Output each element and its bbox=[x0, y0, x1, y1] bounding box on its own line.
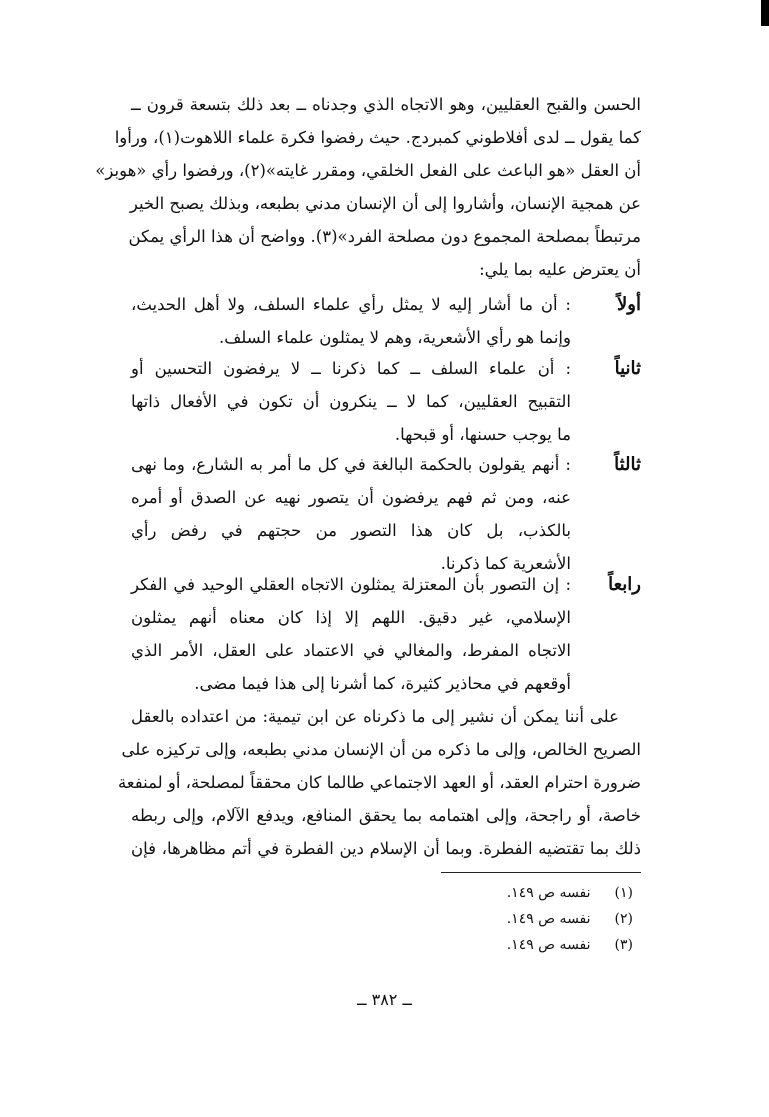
footnote-number: (١) bbox=[614, 885, 633, 901]
footnote bbox=[333, 906, 633, 932]
point-body bbox=[131, 568, 571, 700]
closing-line: خاصة، أو راجحة، وإلى اهتمامه بما يحقق المنافع، ويدفع الآلام، وإلى ربطه bbox=[131, 806, 641, 825]
point-label: أولاً bbox=[617, 294, 641, 315]
intro-line: مرتبطاً بمصلحة المجموع دون مصلحة الفرد»(٣). وواضح أن هذا الرأي يمكن bbox=[128, 227, 641, 246]
footnote-number: (٣) bbox=[614, 937, 633, 953]
point-label: ثانياً bbox=[614, 358, 641, 379]
closing-line: على أننا يمكن أن نشير إلى ما ذكرناه عن ابن تيمية: من اعتداده بالعقل bbox=[131, 707, 619, 726]
closing-line: ضرورة احترام العقد، أو العهد الاجتماعي طالما كان محققاً لمصلحة، أو لمنفعة bbox=[117, 773, 641, 792]
closing-line: الصريح الخالص، وإلى ما ذكره من أن الإنسان مدني بطبعه، وإلى تركيزه على bbox=[121, 740, 641, 759]
footnote-text: نفسه ص ١٤٩. bbox=[506, 911, 591, 927]
point-line: : أن علماء السلف ــ كما ذكرنا ــ لا يرفضون التحسين أو bbox=[131, 359, 571, 378]
footnote-text: نفسه ص ١٤٩. bbox=[506, 937, 591, 953]
point-line: الإسلامي، غير دقيق. اللهم إلا إذا كان معناه أنهم يمثلون bbox=[131, 608, 571, 627]
footnote bbox=[333, 932, 633, 958]
point-line: التقبيح العقليين، كما لا ــ ينكرون أن تكون في الأفعال ذاتها bbox=[131, 392, 571, 411]
point-body bbox=[131, 448, 571, 580]
footnote-number: (٢) bbox=[614, 911, 633, 927]
closing-line: ذلك بما تقتضيه الفطرة. وبما أن الإسلام دين الفطرة في أتم مظاهرها، فإن bbox=[131, 839, 641, 858]
page-number: ــ ٣٨٢ ــ bbox=[357, 990, 412, 1009]
point-label: ثالثاً bbox=[614, 454, 641, 475]
point-line: وإنما هو رأي الأشعرية، وهم لا يمثلون علماء السلف. bbox=[218, 328, 571, 347]
point-line: ما يوجب حسنها، أو قبحها. bbox=[394, 425, 571, 444]
footnote bbox=[333, 880, 633, 906]
closing-paragraph bbox=[117, 700, 641, 865]
point-line: : أن ما أشار إليه لا يمثل رأي علماء السلف، ولا أهل الحديث، bbox=[131, 295, 571, 314]
intro-line: عن همجية الإنسان، وأشاروا إلى أن الإنسان مدني بطبعه، وبذلك يصبح الخير bbox=[129, 194, 641, 213]
intro-line: أن العقل «هو الباعث على الفعل الخلقي، ومقرر غايته»(٢)، ورفضوا رأي «هوبز» bbox=[95, 161, 641, 180]
footnotes bbox=[333, 880, 633, 958]
point-line: عنه، ومن ثم فهم يرفضون أن يتصور نهيه عن الصدق أو أمره bbox=[131, 488, 571, 507]
footnote-text: نفسه ص ١٤٩. bbox=[506, 885, 591, 901]
point-label: رابعاً bbox=[608, 574, 641, 595]
footnote-separator bbox=[441, 872, 641, 873]
intro-paragraph bbox=[95, 88, 641, 286]
scan-edge-mark bbox=[761, 0, 769, 26]
intro-line: الحسن والقبح العقليين، وهو الاتجاه الذي وجدناه ــ بعد ذلك بتسعة قرون ــ bbox=[131, 95, 641, 114]
point-line: الأشعرية كما ذكرنا. bbox=[440, 554, 571, 573]
point-line: : إن التصور بأن المعتزلة يمثلون الاتجاه العقلي الوحيد في الفكر bbox=[131, 575, 571, 594]
point-body bbox=[131, 288, 571, 354]
point-body bbox=[131, 352, 571, 451]
intro-line: كما يقول ــ لدى أفلاطوني كمبردج. حيث رفضوا فكرة علماء اللاهوت(١)، ورأوا bbox=[114, 128, 641, 147]
point-line: الاتجاه المفرط، والمغالي في الاعتماد على العقل، الأمر الذي bbox=[131, 641, 571, 660]
point-line: بالكذب، بل كان هذا التصور من حجتهم في رفض رأي bbox=[131, 521, 571, 540]
point-line: أوقعهم في محاذير كثيرة، كما أشرنا إلى هذا فيما مضى. bbox=[194, 674, 571, 693]
intro-line: أن يعترض عليه بما يلي: bbox=[479, 260, 641, 279]
point-line: : أنهم يقولون بالحكمة البالغة في كل ما أمر به الشارع، وما نهى bbox=[131, 455, 571, 474]
